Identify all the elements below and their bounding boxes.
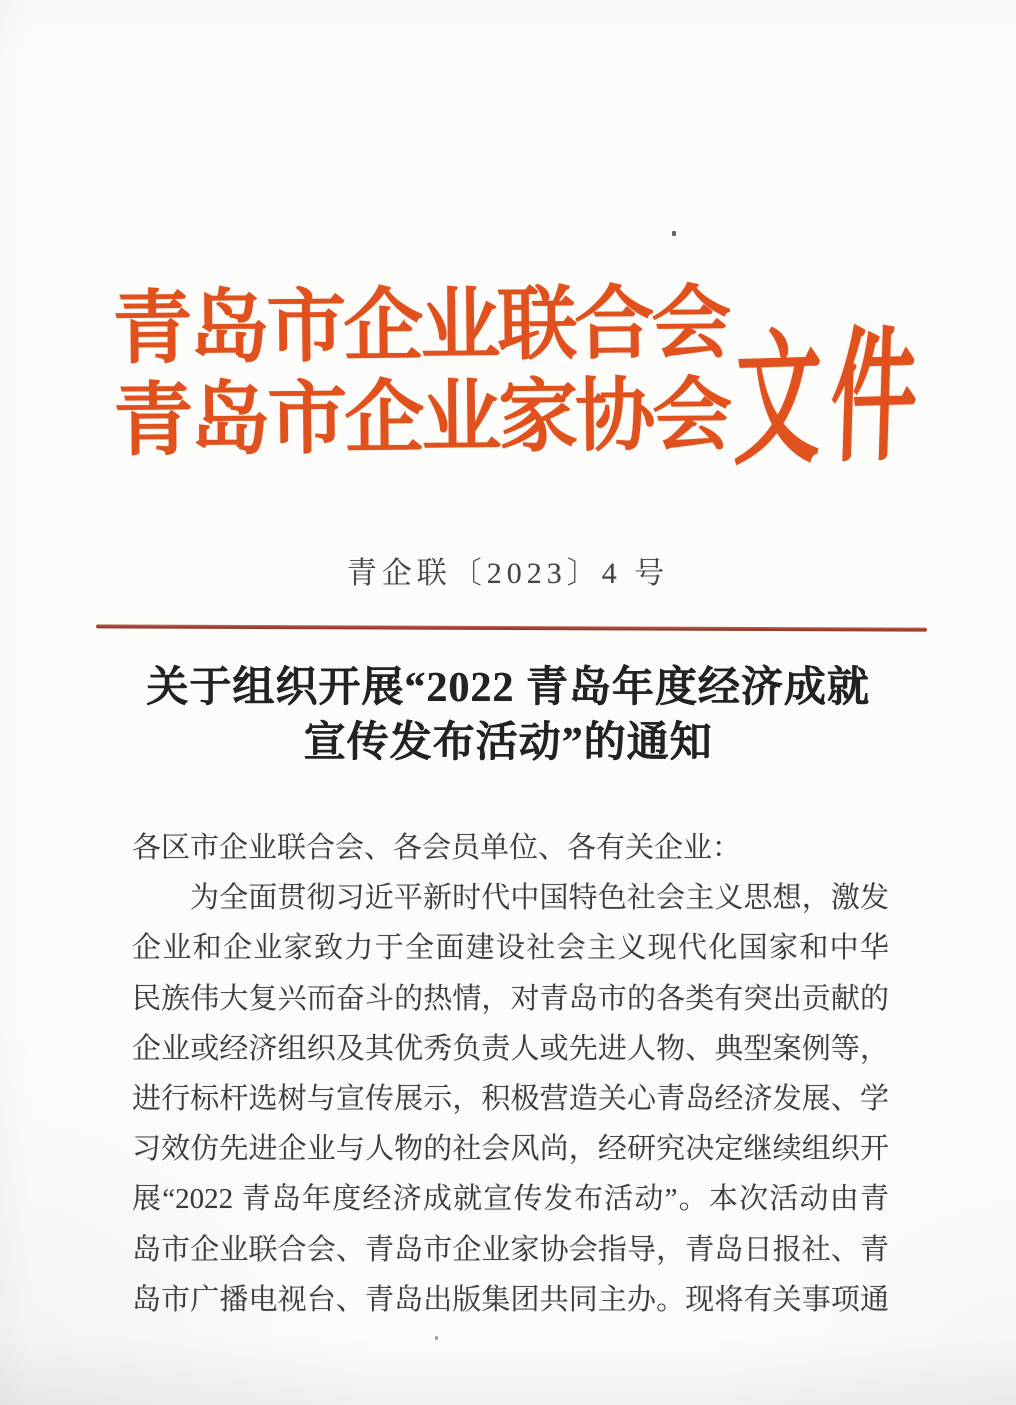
document-number: 青企联〔2023〕4 号 <box>346 557 670 590</box>
paragraph-line: 进行标杆选树与宣传展示，积极营造关心青岛经济发展、学 <box>132 1083 889 1116</box>
paragraph-line: 企业和企业家致力于全面建设社会主义现代化国家和中华 <box>132 932 889 965</box>
paragraph-line: 习效仿先进企业与人物的社会风尚，经研究决定继续组织开 <box>132 1133 889 1166</box>
paragraph-line: 企业或经济组织及其优秀负责人或先进人物、典型案例等， <box>132 1032 889 1065</box>
paragraph-line: 为全面贯彻习近平新时代中国特色社会主义思想，激发 <box>190 882 889 915</box>
scan-speck <box>672 231 676 236</box>
letterhead <box>112 278 730 468</box>
letterhead-org-line1: 青岛市企业联合会 <box>112 280 729 374</box>
paragraph-line: 展“2022 青岛年度经济成就宣传发布活动”。本次活动由青 <box>132 1183 889 1216</box>
paragraph-line: 岛市广播电视台、青岛出版集团共同主办。现将有关事项通 <box>132 1283 889 1316</box>
body-paragraph <box>132 873 889 1325</box>
red-divider-line <box>96 624 927 631</box>
scan-speck <box>435 1336 438 1340</box>
notice-title-line1: 关于组织开展“2022 青岛年度经济成就 <box>146 665 870 711</box>
salutation-line: 各区市企业联合会、各会员单位、各有关企业： <box>132 832 742 864</box>
notice-body <box>132 823 889 1325</box>
letterhead-doc-type-label: 文件 <box>732 315 930 483</box>
notice-title-line2: 宣传发布活动”的通知 <box>303 720 713 766</box>
paragraph-line: 岛市企业联合会、青岛市企业家协会指导，青岛日报社、青 <box>132 1233 889 1266</box>
notice-title <box>0 661 1016 771</box>
letterhead-org-line2: 青岛市企业家协会 <box>112 372 730 466</box>
paragraph-line: 民族伟大复兴而奋斗的热情，对青岛市的各类有突出贡献的 <box>132 982 889 1015</box>
